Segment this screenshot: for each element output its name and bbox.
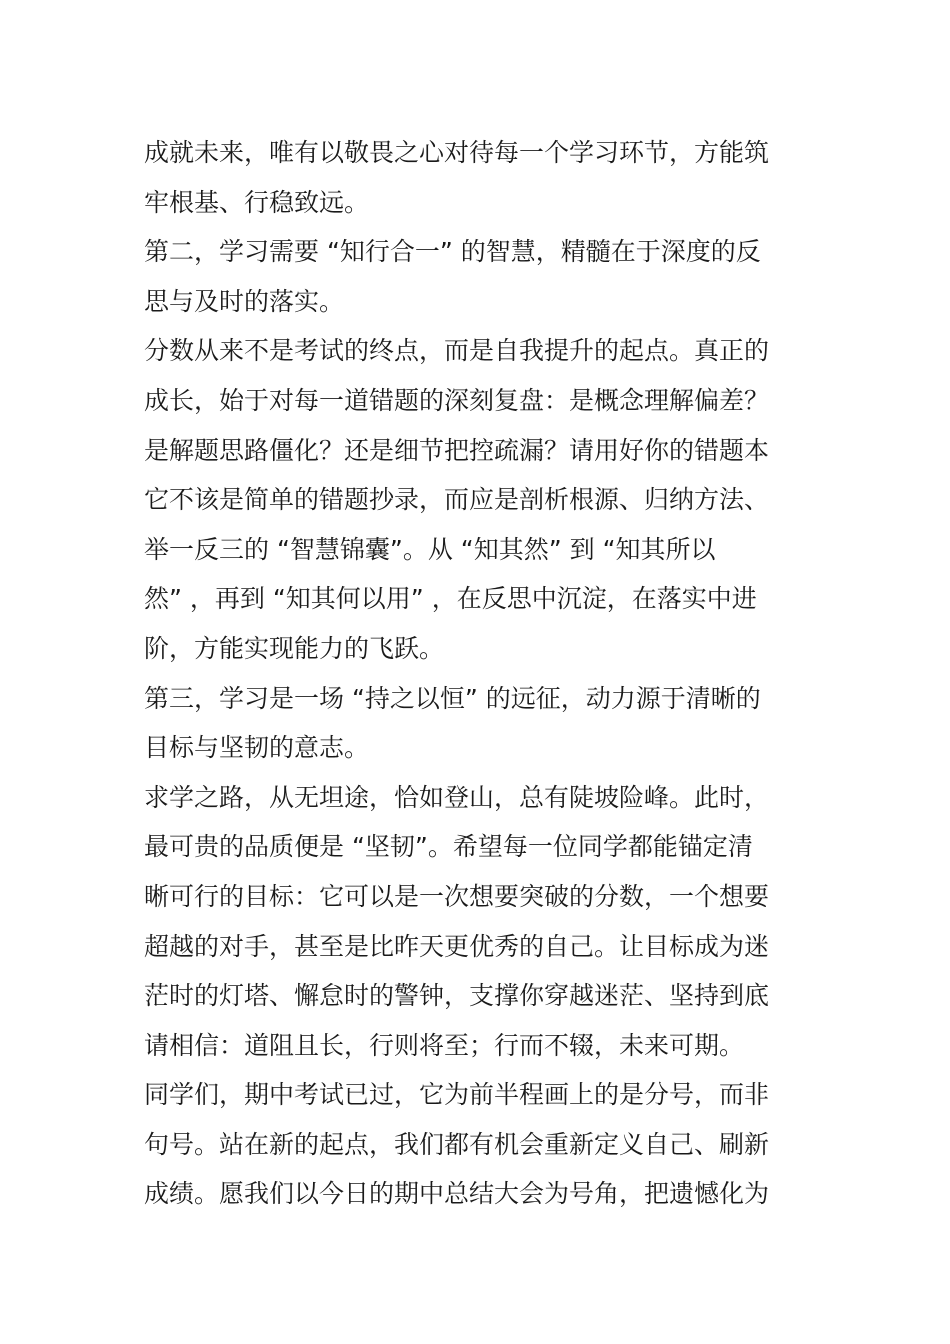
text-line: 然” ，再到 “知其何以用” ，在反思中沉淀，在落实中进 [144, 584, 757, 614]
text-line: 超越的对手，甚至是比昨天更优秀的自己。让目标成为迷 [144, 931, 770, 961]
text-line: 牢根基、行稳致远。 [144, 187, 370, 217]
text-line: 阶，方能实现能力的飞跃。 [144, 633, 445, 663]
text-line: 思与及时的落实。 [144, 286, 345, 316]
text-line: 请相信：道阻且长，行则将至；行而不辍，未来可期。 [144, 1030, 745, 1060]
text-line: 句号。站在新的起点，我们都有机会重新定义自己、刷新 [144, 1129, 770, 1159]
text-line: 茫时的灯塔、懈怠时的警钟，支撑你穿越迷茫、坚持到底 [144, 981, 770, 1011]
text-line: 目标与坚韧的意志。 [144, 733, 370, 763]
text-line: 第三，学习是一场 “持之以恒” 的远征，动力源于清晰的 [144, 683, 761, 713]
text-line: 成绩。愿我们以今日的期中总结大会为号角，把遗憾化为 [144, 1179, 770, 1209]
text-line: 分数从来不是考试的终点，而是自我提升的起点。真正的 [144, 336, 770, 366]
text-line: 同学们，期中考试已过，它为前半程画上的是分号，而非 [144, 1080, 770, 1110]
text-line: 是解题思路僵化？还是细节把控疏漏？请用好你的错题本 [144, 435, 770, 465]
body-text [144, 128, 824, 1219]
text-line: 第二，学习需要 “知行合一” 的智慧，精髓在于深度的反 [144, 237, 761, 267]
text-line: 举一反三的 “智慧锦囊”。从 “知其然” 到 “知其所以 [144, 534, 716, 564]
text-line: 晰可行的目标：它可以是一次想要突破的分数，一个想要 [144, 881, 770, 911]
text-line: 成长，始于对每一道错题的深刻复盘：是概念理解偏差？ [144, 385, 770, 415]
text-line: 最可贵的品质便是 “坚韧”。希望每一位同学都能锚定清 [144, 832, 753, 862]
text-line: 求学之路，从无坦途，恰如登山，总有陡坡险峰。此时， [144, 782, 770, 812]
text-line: 成就未来，唯有以敬畏之心对待每一个学习环节，方能筑 [144, 138, 770, 167]
text-line: 它不该是简单的错题抄录，而应是剖析根源、归纳方法、 [144, 485, 770, 515]
